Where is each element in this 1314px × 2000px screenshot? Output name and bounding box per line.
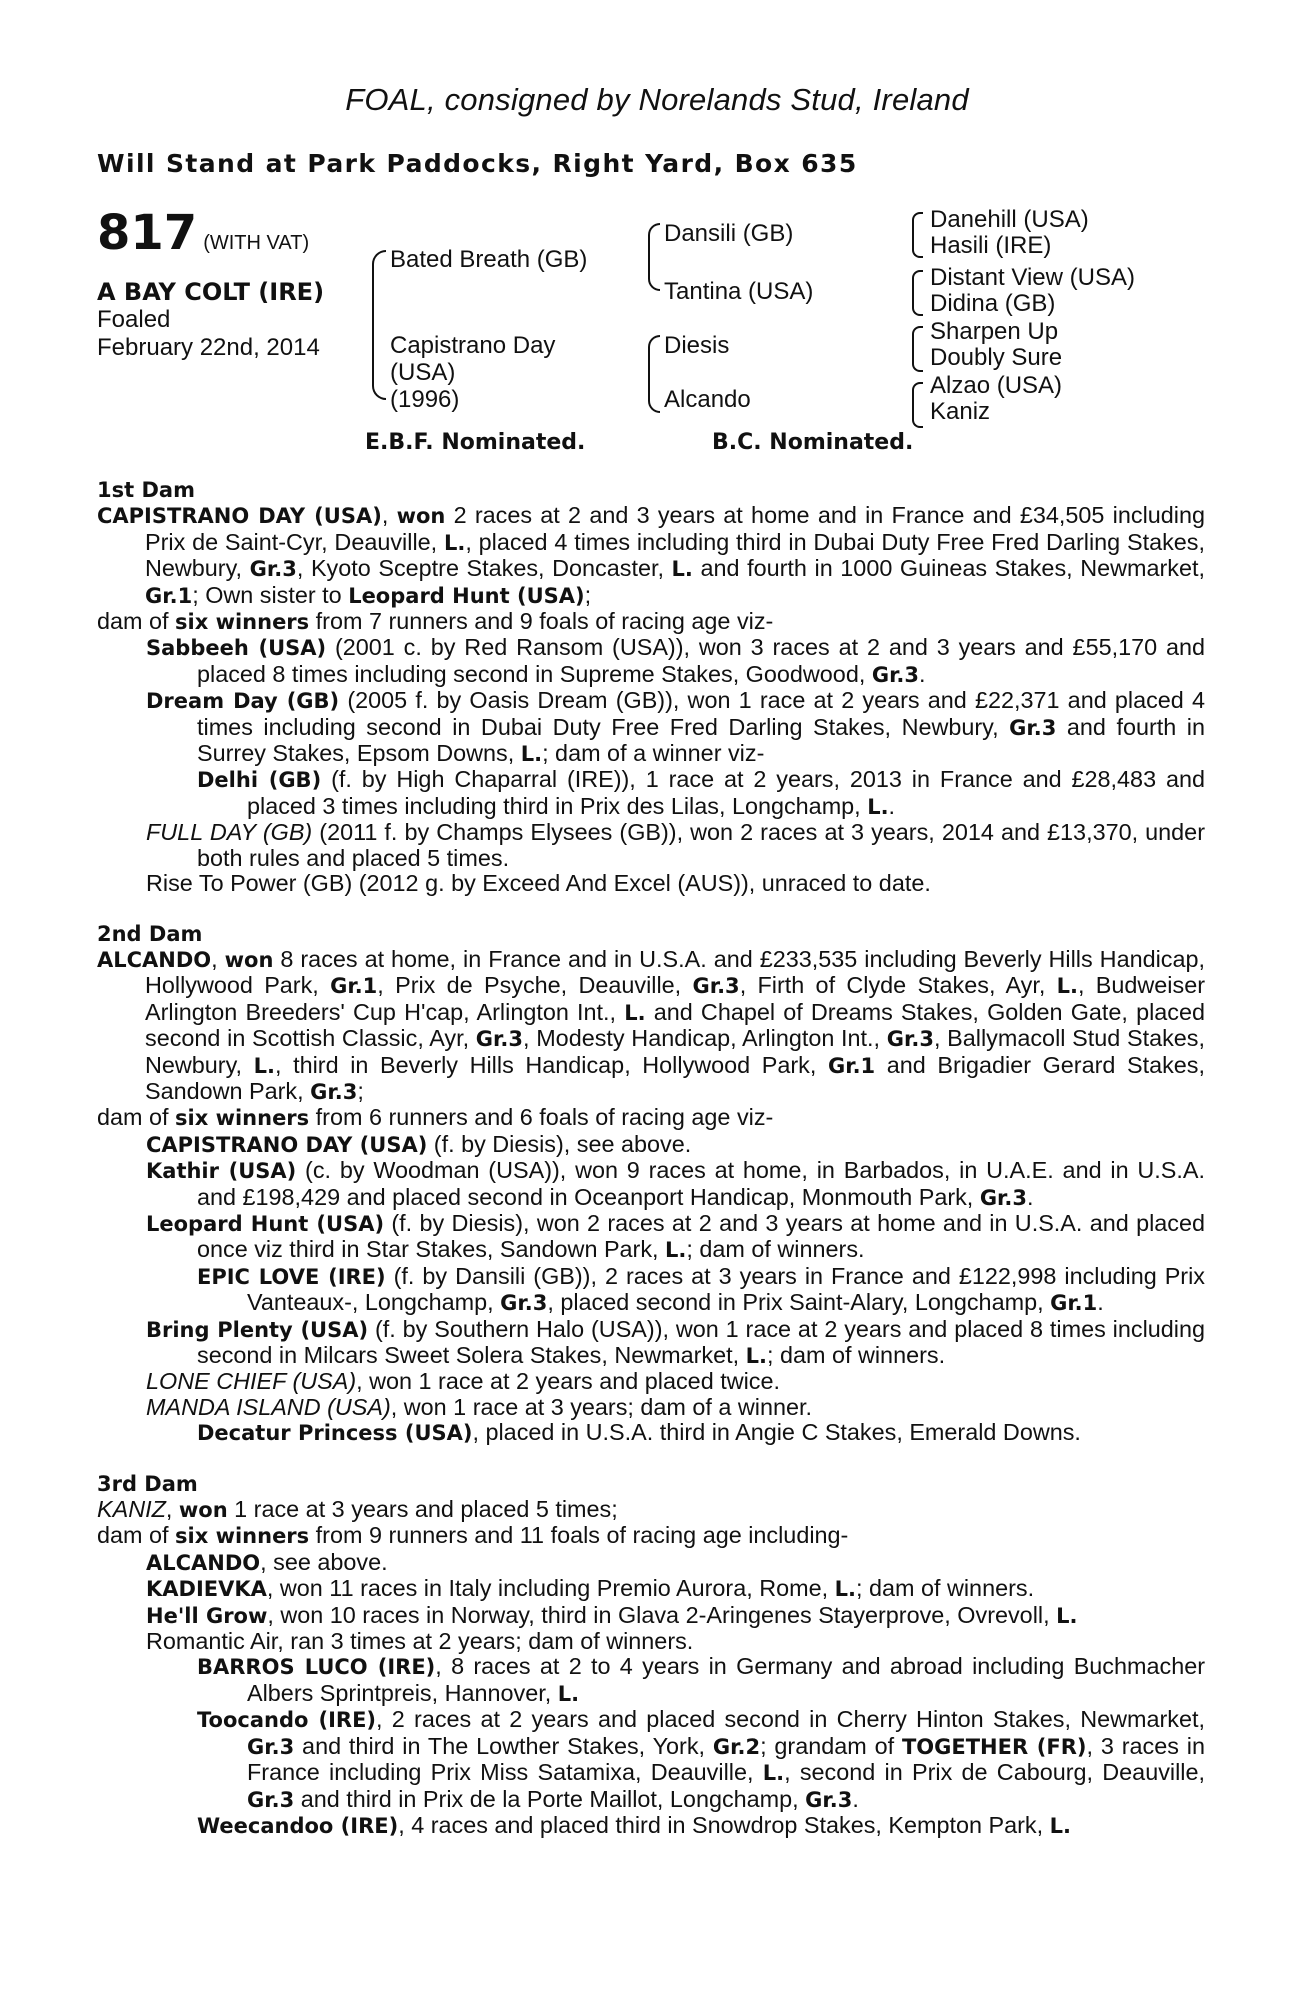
group-grade: Gr.1: [330, 974, 378, 999]
listed-grade: L.: [745, 1344, 767, 1368]
listed-grade: L.: [1056, 974, 1078, 999]
pedigree-g3-1: Danehill (USA): [930, 206, 1089, 233]
second-dam-name: ALCANDO: [97, 947, 212, 972]
text: (f. by High Chaparral (IRE)), 1 race at 2 years, 2013 in France and £28,483 and placed 3 times including third in Prix des Lilas, Longchamp,: [247, 766, 1205, 819]
third-dam-name: KANIZ: [97, 1496, 166, 1523]
text: (f. by Diesis), see above.: [427, 1130, 692, 1157]
produce-entry-epic-love: [97, 1264, 1205, 1317]
group-grade: Gr.3: [871, 662, 920, 687]
produce-entry-leopard-hunt: [97, 1211, 1205, 1264]
text: ;: [584, 581, 592, 608]
produce-entry-lone-chief: [97, 1369, 1205, 1394]
ebf-nominated: E.B.F. Nominated.: [365, 430, 586, 455]
listed-grade: L.: [671, 557, 693, 582]
produce-name: Toocando (IRE): [197, 1708, 377, 1733]
text: (f. by Dansili (GB)), 2 races at 3 years in France and £122,998 including Prix Vanteaux-, Longchamp,: [247, 1262, 1205, 1316]
text: .: [1027, 1183, 1034, 1210]
listed-grade: L.: [443, 530, 466, 555]
produce-entry-bring-plenty: [97, 1317, 1205, 1370]
produce-name: MANDA ISLAND (USA): [146, 1393, 391, 1420]
pedigree-brace-g3-3: [912, 326, 923, 372]
lot-number-block: [97, 205, 309, 261]
produce-entry-kathir: [97, 1158, 1205, 1211]
pedigree-dam-dam: Alcando: [664, 386, 751, 413]
listed-grade: L.: [253, 1053, 276, 1078]
listed-grade: L.: [1056, 1603, 1078, 1628]
produce-name: He'll Grow: [146, 1603, 268, 1628]
produce-name: Decatur Princess (USA): [197, 1421, 473, 1446]
text: , Firth of Clyde Stakes, Ayr,: [739, 972, 1057, 999]
text: , second in Prix de Cabourg, Deauville,: [784, 1759, 1205, 1786]
text: and Brigadier Gerard Stakes, Sandown Park,: [145, 1051, 1206, 1104]
produce-name: EPIC LOVE (IRE): [197, 1264, 386, 1289]
produce-name: ALCANDO: [146, 1550, 261, 1575]
text: , 4 races and placed third in Snowdrop Stakes, Kempton Park,: [398, 1811, 1050, 1838]
pedigree-dam-line1: Capistrano Day: [390, 332, 556, 359]
text: , placed 4 times including third in Dubai Duty Free Fred Darling Stakes, Newbury,: [145, 528, 1205, 582]
group-grade: Gr.1: [145, 583, 193, 608]
sister-name: Leopard Hunt (USA): [348, 583, 585, 608]
pedigree-sire-sire: Dansili (GB): [664, 220, 794, 247]
text: .: [1097, 1289, 1104, 1316]
consignment-line: FOAL, consigned by Norelands Stud, Ireland: [345, 82, 969, 117]
produce-entry-sabbeeh: [97, 635, 1205, 688]
text: 1 race at 3 years and placed 5 times;: [227, 1496, 618, 1523]
text: ; dam of winners.: [855, 1575, 1035, 1602]
text: and fourth in Surrey Stakes, Epsom Downs,: [197, 713, 1205, 767]
text: , won 10 races in Norway, third in Glava 2-Aringenes Stayerprove, Ovrevoll,: [267, 1601, 1057, 1628]
produce-name: TOGETHER (FR): [901, 1734, 1087, 1759]
listed-grade: L.: [624, 1000, 646, 1025]
text: , 3 races in France including Prix Miss Satamixa, Deauville,: [247, 1732, 1205, 1786]
text: (2001 c. by Red Ransom (USA)), won 3 races at 2 and 3 years and £55,170 and placed 8 times including second in Supreme Stakes, Goodwood,: [197, 634, 1206, 687]
text: and third in Prix de la Porte Maillot, Longchamp,: [294, 1785, 806, 1812]
text: 2 races at 2 and 3 years at home and in France and £34,505 including Prix de Saint-Cyr, Deauville,: [145, 502, 1206, 555]
second-dam-record: ALCANDO, won 8 races at home, in France and in U.S.A. and £233,535 including Beverly Hills Handicap, Hollywood Park, Gr.1, Prix de Psyche, Deauville, Gr.3, Firth of Clyde Stakes, Ayr, L., Budweiser Arlington Breeders' Cup H'cap, Arlington Int., L. and Chapel of Dreams Stakes, Golden Gate, placed second in Scottish Classic, Ayr, Gr.3, Modesty Handicap, Arlington Int., Gr.3, Ballymacoll Stud Stakes, Newbury, L., third in Beverly Hills Handicap, Hollywood Park, Gr.1 and Brigadier Gerard Stakes, Sandown Park, Gr.3;: [97, 945, 1206, 1104]
produce-name: Delhi (GB): [197, 768, 322, 793]
group-grade: Gr.3: [500, 1291, 548, 1316]
listed-grade: L.: [834, 1577, 856, 1602]
text: (f. by Diesis), won 2 races at 2 and 3 years at home and in U.S.A. and placed once viz third in Star Stakes, Sandown Park,: [197, 1209, 1205, 1263]
pedigree-brace-sire: [648, 223, 660, 291]
section-gap: [97, 897, 1205, 922]
text: ;: [357, 1077, 364, 1104]
group-grade: Gr.3: [475, 1027, 523, 1052]
listed-grade: L.: [1049, 1813, 1071, 1838]
text: , won 1 race at 2 years and placed twice.: [356, 1368, 780, 1395]
text: ; grandam of: [760, 1732, 895, 1759]
text: and Chapel of Dreams Stakes, Golden Gate, placed second in Scottish Classic, Ayr,: [145, 998, 1205, 1052]
text: , won 1 race at 3 years; dam of a winner.: [390, 1393, 813, 1420]
text: (f. by Southern Halo (USA)), won 1 race at 2 years and placed 8 times including second in Milcars Sweet Solera Stakes, Newmarket,: [197, 1315, 1205, 1368]
winners-count: six winners: [175, 610, 310, 635]
text: , Modesty Handicap, Arlington Int.,: [523, 1025, 887, 1052]
text: .: [888, 792, 896, 819]
listed-grade: L.: [557, 1681, 580, 1706]
bc-nominated: B.C. Nominated.: [712, 430, 914, 455]
listed-grade: L.: [520, 742, 543, 767]
produce-name: KADIEVKA: [146, 1577, 267, 1602]
produce-name: Bring Plenty (USA): [146, 1317, 369, 1342]
first-dam-produce-summary: [97, 609, 1205, 635]
pedigree-brace-g3-1: [912, 212, 923, 258]
group-grade: Gr.3: [247, 1734, 295, 1759]
group-grade: Gr.3: [249, 557, 297, 582]
winners-count: six winners: [175, 1524, 310, 1549]
listed-grade: L.: [665, 1238, 687, 1263]
text: from 9 runners and 11 foals of racing age including-: [309, 1522, 849, 1549]
text: , Kyoto Sceptre Stakes, Doncaster,: [296, 555, 672, 582]
produce-entry-capistrano-day: [97, 1132, 1205, 1158]
pedigree-brace-g3-2: [912, 270, 923, 316]
text: , Ballymacoll Stud Stakes, Newbury,: [145, 1025, 1205, 1078]
text: , third in Beverly Hills Handicap, Hollywood Park,: [275, 1051, 828, 1078]
produce-name: BARROS LUCO (IRE): [197, 1655, 436, 1680]
group-grade: Gr.3: [692, 974, 740, 999]
pedigree-dam-line2: (USA): [390, 359, 456, 386]
pedigree-g3-5: Sharpen Up: [930, 318, 1059, 345]
third-dam-produce-summary: [97, 1523, 1205, 1549]
listed-grade: L.: [762, 1761, 785, 1786]
pedigree-brace-gen1: [372, 250, 386, 400]
produce-name: Kathir (USA): [146, 1159, 297, 1184]
text: .: [852, 1785, 859, 1812]
text: and fourth in 1000 Guineas Stakes, Newmarket,: [692, 555, 1205, 582]
produce-entry-hell-grow: [97, 1603, 1205, 1629]
text: , won 11 races in Italy including Premio Aurora, Rome,: [266, 1575, 835, 1602]
section-gap: [97, 1447, 1205, 1472]
catalogue-body: [97, 478, 1205, 1839]
text: from 6 runners and 6 foals of racing age viz-: [309, 1104, 774, 1131]
produce-entry-dream-day: [97, 688, 1205, 767]
text: dam of: [97, 608, 176, 635]
produce-name: Dream Day (GB): [146, 689, 340, 714]
won-word: won: [396, 504, 446, 529]
group-grade: Gr.1: [827, 1053, 876, 1078]
text: ; dam of winners.: [686, 1236, 865, 1263]
pedigree-g3-3: Distant View (USA): [930, 264, 1135, 291]
pedigree-dam-line3: (1996): [390, 386, 460, 413]
text: from 7 runners and 9 foals of racing age viz-: [309, 608, 774, 635]
produce-name: Sabbeeh (USA): [146, 636, 327, 661]
text: dam of: [97, 1104, 176, 1131]
text: , placed second in Prix Saint-Alary, Longchamp,: [547, 1289, 1051, 1316]
text: , Budweiser Arlington Breeders' Cup H'cap, Arlington Int.,: [145, 972, 1205, 1025]
pedigree-g3-6: Doubly Sure: [930, 344, 1063, 371]
produce-name: CAPISTRANO DAY (USA): [146, 1132, 428, 1157]
group-grade: Gr.1: [1050, 1291, 1098, 1316]
vat-note: (WITH VAT): [203, 232, 310, 254]
produce-entry-romantic-air: Romantic Air, ran 3 times at 2 years; dam of winners.: [146, 1628, 694, 1655]
pedigree-g3-4: Didina (GB): [930, 290, 1056, 317]
pedigree-g3-7: Alzao (USA): [930, 372, 1063, 399]
text: ; dam of a winner viz-: [542, 740, 765, 767]
won-word: won: [224, 947, 274, 972]
text: (2011 f. by Champs Elysees (GB)), won 2 races at 3 years, 2014 and £13,370, under both rules and placed 5 times.: [197, 819, 1205, 871]
foaled-label: Foaled: [97, 306, 171, 333]
produce-name: FULL DAY (GB): [146, 819, 313, 846]
first-dam-name: CAPISTRANO DAY (USA): [97, 504, 382, 529]
horse-description: A BAY COLT (IRE): [97, 278, 325, 306]
pedigree-brace-g3-4: [912, 382, 923, 428]
third-dam-heading: 3rd Dam: [97, 1471, 198, 1496]
produce-entry-alcando: [97, 1550, 1205, 1576]
produce-entry-weecandoo: [97, 1813, 1205, 1839]
text: , Prix de Psyche, Deauville,: [377, 972, 693, 999]
pedigree-g3-8: Kaniz: [930, 398, 991, 425]
produce-entry-rise-to-power: Rise To Power (GB) (2012 g. by Exceed And Excel (AUS)), unraced to date.: [146, 870, 931, 897]
text: dam of: [97, 1522, 176, 1549]
group-grade: Gr.3: [979, 1185, 1028, 1210]
group-grade: Gr.3: [886, 1027, 934, 1052]
group-grade: Gr.3: [805, 1787, 853, 1812]
produce-name: Leopard Hunt (USA): [146, 1211, 385, 1236]
text: , see above.: [260, 1548, 388, 1575]
pedigree-brace-dam: [648, 335, 660, 413]
produce-entry-toocando: [97, 1707, 1205, 1813]
lot-number: 817: [97, 205, 198, 261]
won-word: won: [178, 1498, 228, 1523]
pedigree-dam: [390, 332, 555, 413]
pedigree-sire-dam: Tantina (USA): [664, 278, 814, 305]
produce-entry-decatur-princess: [97, 1420, 1205, 1446]
text: ; dam of winners.: [766, 1342, 946, 1368]
group-grade: Gr.3: [310, 1079, 358, 1104]
first-dam-heading: 1st Dam: [97, 478, 195, 502]
produce-entry-full-day: [97, 820, 1205, 871]
pedigree-sire: Bated Breath (GB): [390, 246, 588, 273]
stand-location: Will Stand at Park Paddocks, Right Yard, Box 635: [97, 149, 858, 178]
foaled-date: February 22nd, 2014: [97, 334, 320, 361]
produce-entry-barros-luco: [97, 1654, 1205, 1707]
produce-entry-kadievka: [97, 1576, 1205, 1602]
text: , 2 races at 2 years and placed second in Cherry Hinton Stakes, Newmarket,: [376, 1706, 1205, 1733]
second-dam-heading: 2nd Dam: [97, 921, 203, 946]
first-dam-record: CAPISTRANO DAY (USA), won 2 races at 2 and 3 years at home and in France and £34,505 including Prix de Saint-Cyr, Deauville, L., placed 4 times including third in Dubai Duty Free Fred Darling Stakes, Newbury, Gr.3, Kyoto Sceptre Stakes, Doncaster, L. and fourth in 1000 Guineas Stakes, Newmarket, Gr.1; Own sister to Leopard Hunt (USA);: [97, 502, 1206, 608]
second-dam-produce-summary: [97, 1105, 1205, 1131]
produce-entry-delhi: [97, 767, 1205, 820]
pedigree-dam-sire: Diesis: [664, 332, 730, 359]
text: (c. by Woodman (USA)), won 9 races at home, in Barbados, in U.A.E. and in U.S.A. and £198,429 and placed second in Oceanport Handicap, Monmouth Park,: [197, 1157, 1205, 1210]
pedigree-g3-2: Hasili (IRE): [930, 232, 1052, 259]
text: , 8 races at 2 to 4 years in Germany and abroad including Buchmacher Albers Sprintpreis, Hannover,: [247, 1653, 1206, 1706]
text: , placed in U.S.A. third in Angie C Stakes, Emerald Downs.: [472, 1419, 1081, 1446]
text: (2005 f. by Oasis Dream (GB)), won 1 race at 2 years and £22,371 and placed 4 times including second in Dubai Duty Free Fred Darling Stakes, Newbury,: [197, 687, 1206, 740]
produce-name: LONE CHIEF (USA): [146, 1368, 357, 1395]
listed-grade: L.: [867, 794, 889, 819]
group-grade: Gr.2: [712, 1734, 761, 1759]
group-grade: Gr.3: [1009, 715, 1057, 740]
text: .: [919, 660, 926, 687]
text: 8 races at home, in France and in U.S.A. and £233,535 including Beverly Hills Handicap, Hollywood Park,: [145, 945, 1206, 999]
group-grade: Gr.3: [247, 1787, 295, 1812]
produce-entry-manda-island: [97, 1395, 1205, 1420]
winners-count: six winners: [175, 1106, 310, 1131]
third-dam-record: KANIZ, won 1 race at 3 years and placed 5 times;: [97, 1496, 618, 1523]
text: and third in The Lowther Stakes, York,: [294, 1732, 713, 1759]
produce-name: Weecandoo (IRE): [197, 1813, 399, 1838]
text: ; Own sister to: [192, 581, 349, 608]
